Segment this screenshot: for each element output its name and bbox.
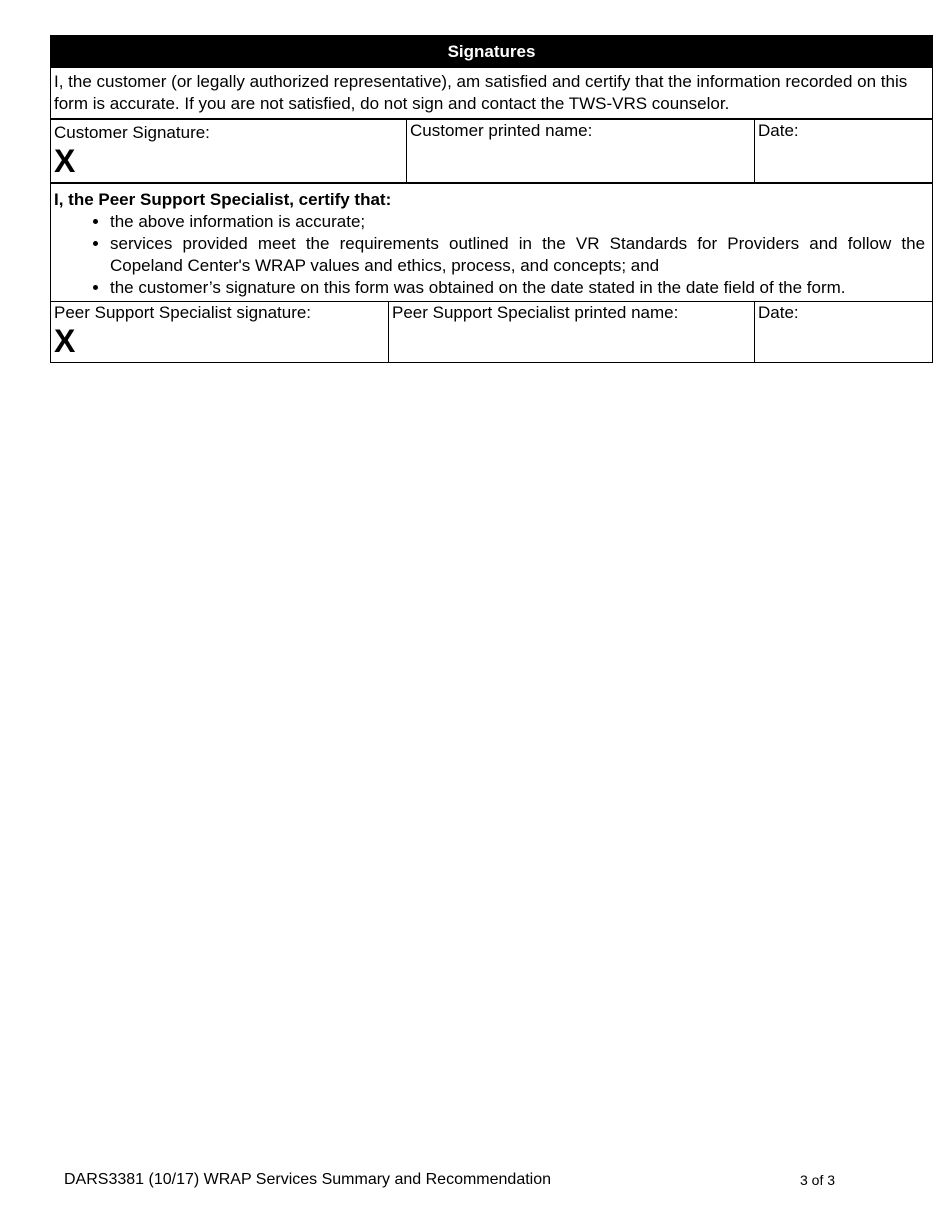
certification-item: • the customer’s signature on this form was obtained on the date stated in the date field of the form.	[110, 277, 929, 299]
specialist-date-label: Date:	[758, 303, 799, 322]
certification-title: I, the Peer Support Specialist, certify that:	[54, 190, 392, 209]
certification-item: • services provided meet the requirements outlined in the VR Standards for Providers and follow the Copeland Center's WRAP values and ethics, process, and concepts; and	[110, 233, 929, 277]
customer-date-field[interactable]	[755, 119, 933, 183]
specialist-printed-name-label: Peer Support Specialist printed name:	[392, 303, 679, 322]
customer-printed-name-field[interactable]	[407, 119, 755, 183]
specialist-certification	[51, 183, 933, 302]
customer-statement: I, the customer (or legally authorized representative), am satisfied and certify that the information recorded on this form is accurate. If you are not satisfied, do not sign and contact the TWS-VRS counselor.	[51, 68, 933, 120]
certification-list	[54, 211, 929, 299]
specialist-signature-field[interactable]	[51, 302, 389, 363]
section-title: Signatures	[51, 36, 933, 68]
specialist-date-field[interactable]	[755, 302, 933, 363]
specialist-printed-name-field[interactable]	[389, 302, 755, 363]
customer-signature-label: Customer Signature:	[54, 123, 210, 142]
customer-date-label: Date:	[758, 121, 799, 140]
footer-page-number: 3 of 3	[800, 1172, 836, 1188]
customer-statement-row	[51, 68, 933, 120]
specialist-signature-row	[51, 302, 933, 363]
customer-signature-field[interactable]	[51, 119, 407, 183]
specialist-signature-mark: X	[54, 323, 76, 359]
customer-signature-mark: X	[54, 143, 76, 179]
specialist-certification-row	[51, 183, 933, 302]
specialist-signature-label: Peer Support Specialist signature:	[54, 303, 312, 322]
customer-printed-name-label: Customer printed name:	[410, 121, 593, 140]
signatures-header-row	[51, 36, 933, 68]
footer-form-id: DARS3381 (10/17) WRAP Services Summary and Recommendation	[64, 1171, 552, 1188]
certification-item: • the above information is accurate;	[110, 211, 929, 233]
customer-signature-row	[51, 119, 933, 183]
signatures-form	[50, 35, 933, 363]
